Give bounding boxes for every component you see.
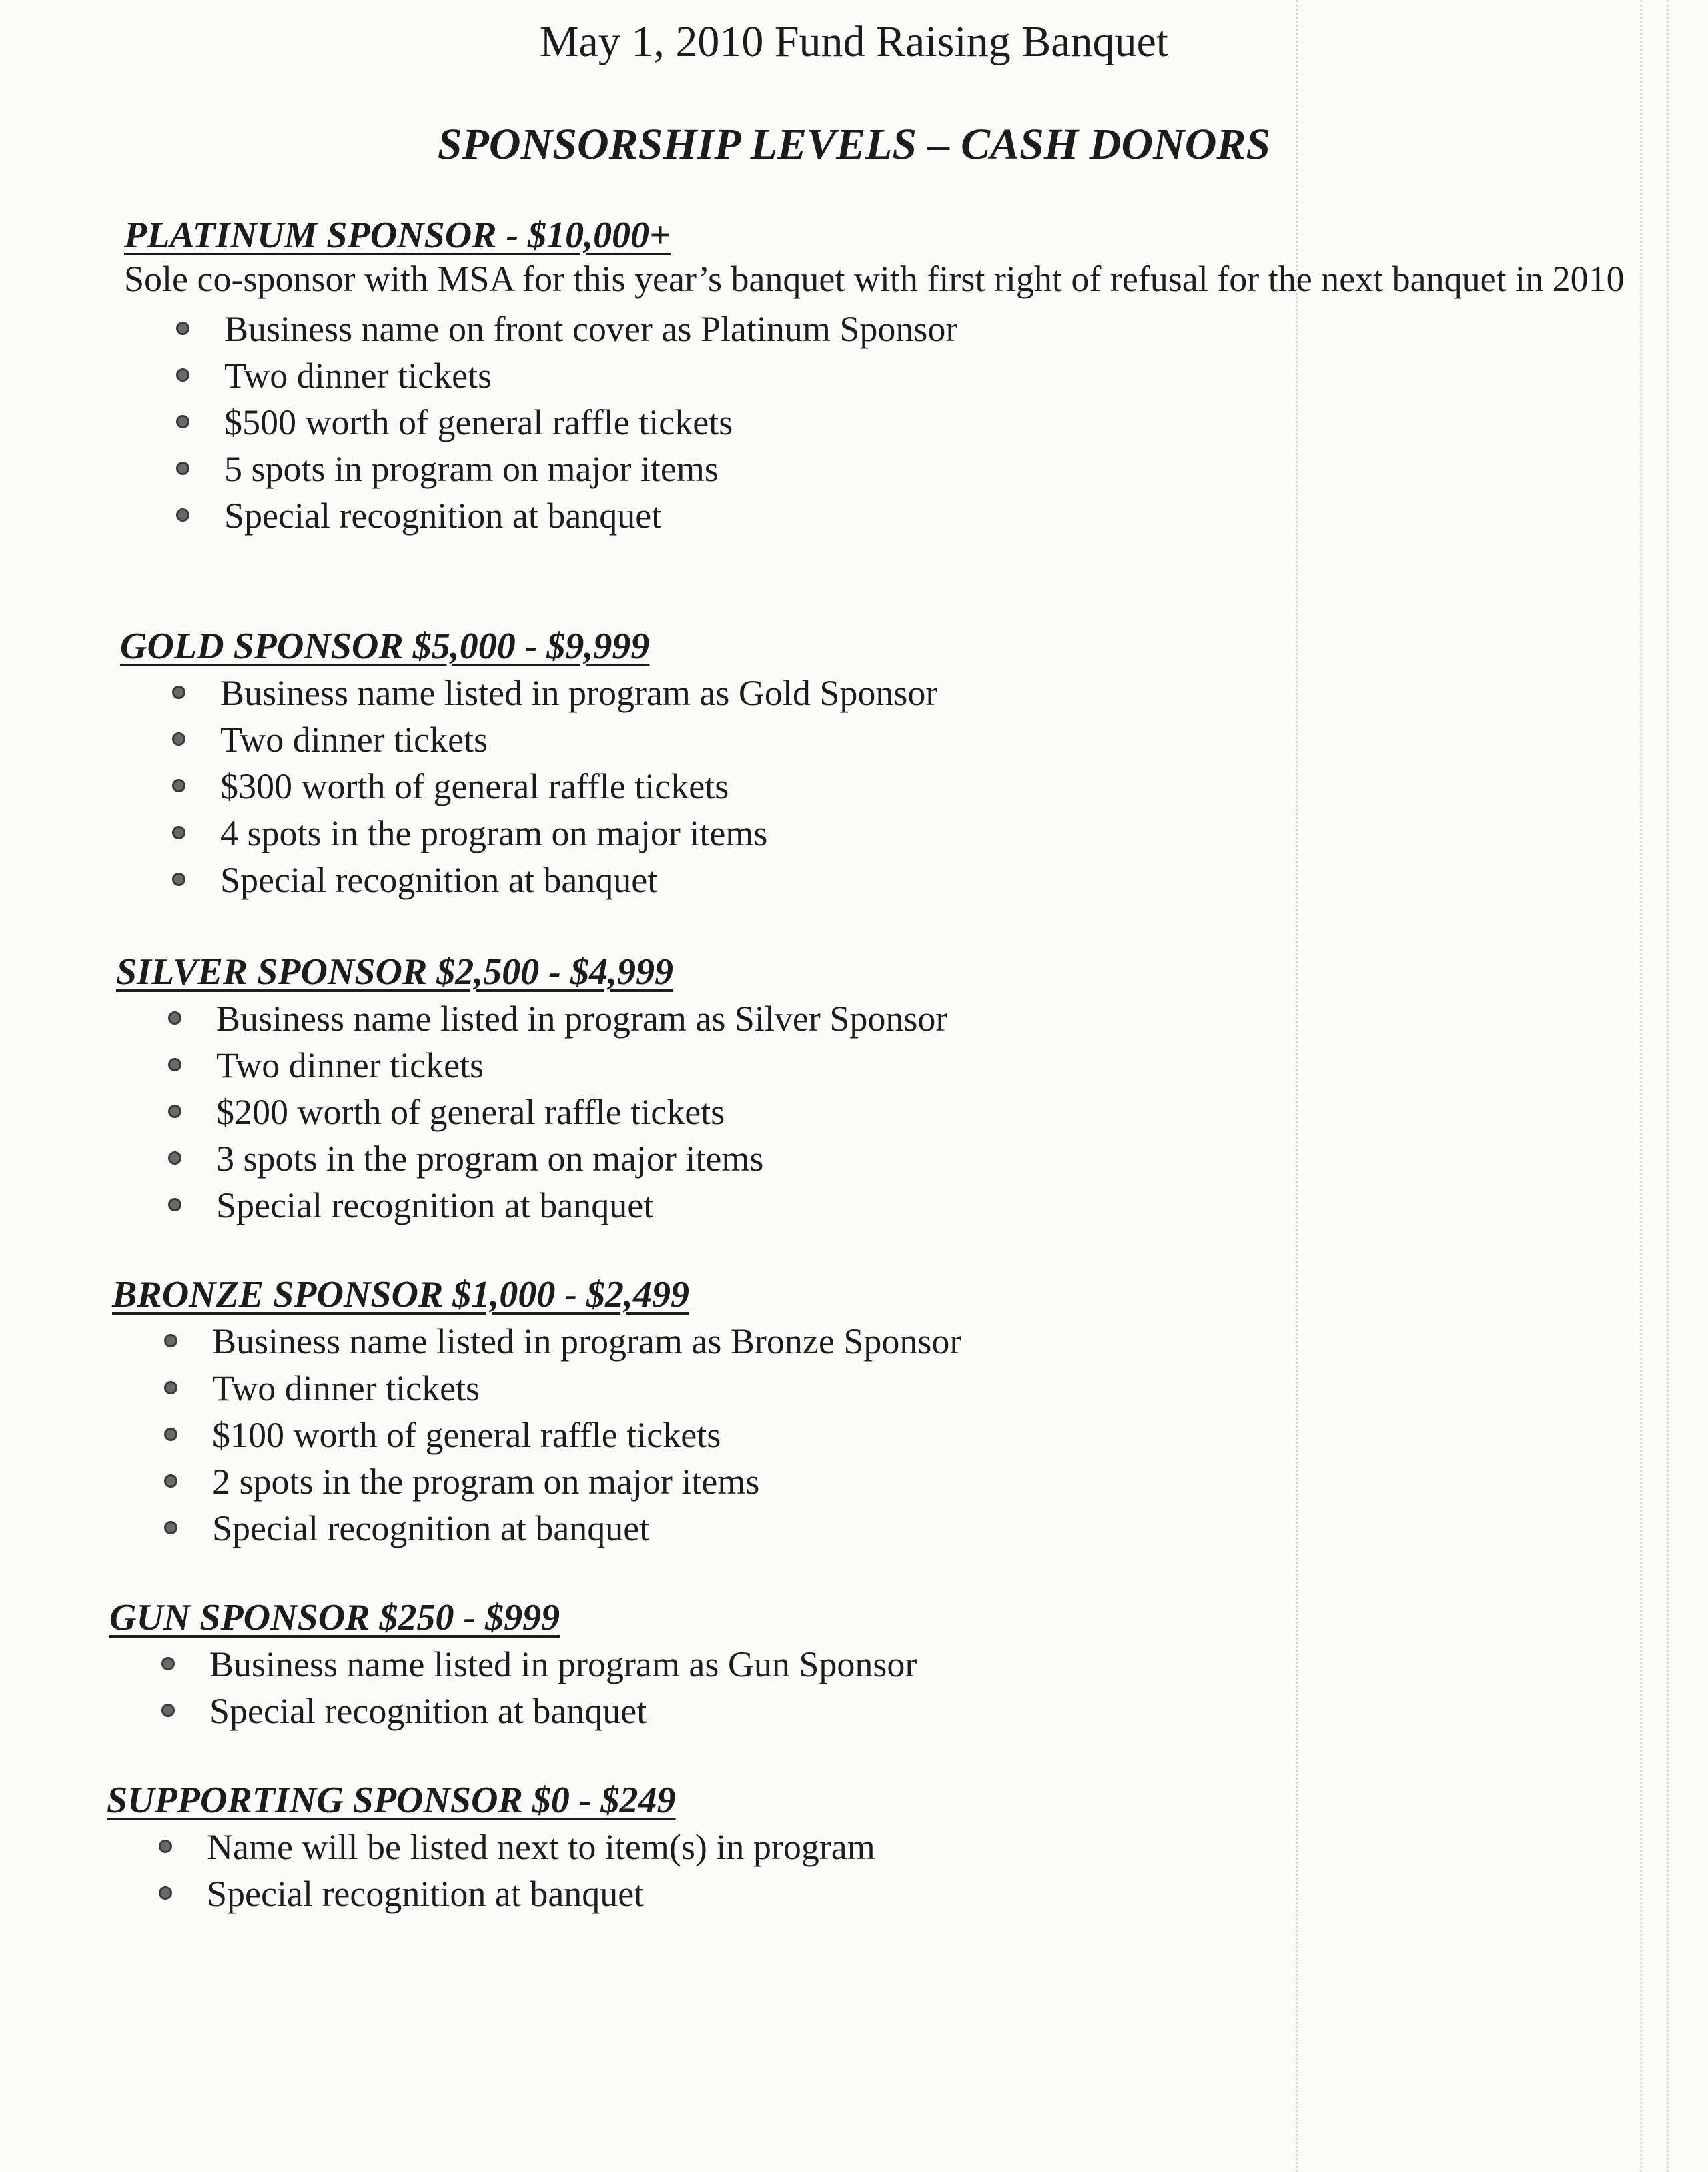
list-item: Special recognition at banquet <box>116 1182 1708 1229</box>
list-item: Special recognition at banquet <box>120 857 1708 903</box>
bullet-icon <box>161 1704 175 1717</box>
benefit-list <box>120 670 1708 903</box>
list-item: Name will be listed next to item(s) in program <box>107 1824 1708 1870</box>
section-heading: SUPPORTING SPONSOR $0 - $249 <box>107 1780 676 1821</box>
section-supporting <box>107 1778 1708 1917</box>
list-item: Two dinner tickets <box>120 716 1708 763</box>
list-item: $100 worth of general raffle tickets <box>112 1412 1708 1458</box>
bullet-icon <box>164 1474 177 1488</box>
bullet-icon <box>172 732 185 746</box>
list-item: Two dinner tickets <box>112 1365 1708 1412</box>
section-heading: PLATINUM SPONSOR - $10,000+ <box>124 215 671 256</box>
section-gun <box>109 1596 1708 1734</box>
bullet-icon <box>164 1381 177 1394</box>
benefit-list <box>107 1824 1708 1917</box>
bullet-icon <box>168 1011 181 1025</box>
section-platinum <box>124 213 1708 539</box>
list-item: Business name listed in program as Gun Sponsor <box>109 1641 1708 1688</box>
list-item: 2 spots in the program on major items <box>112 1458 1708 1505</box>
list-item: Special recognition at banquet <box>112 1505 1708 1552</box>
section-heading: GUN SPONSOR $250 - $999 <box>109 1597 560 1638</box>
list-item: Special recognition at banquet <box>109 1688 1708 1734</box>
bullet-icon <box>172 873 185 886</box>
bullet-icon <box>172 686 185 699</box>
document-title: May 1, 2010 Fund Raising Banquet <box>539 17 1169 66</box>
bullet-icon <box>159 1840 172 1853</box>
benefit-list <box>109 1641 1708 1734</box>
bullet-icon <box>161 1657 175 1670</box>
section-bronze <box>112 1273 1708 1552</box>
bullet-icon <box>176 415 189 428</box>
list-item: $500 worth of general raffle tickets <box>124 399 1708 446</box>
list-item: Business name listed in program as Silver Sponsor <box>116 995 1708 1042</box>
bullet-icon <box>172 826 185 839</box>
bullet-icon <box>159 1886 172 1900</box>
bullet-icon <box>176 508 189 522</box>
bullet-icon <box>168 1198 181 1211</box>
section-gold <box>120 624 1708 903</box>
list-item: $300 worth of general raffle tickets <box>120 763 1708 810</box>
section-heading: BRONZE SPONSOR $1,000 - $2,499 <box>112 1274 689 1315</box>
section-heading: SILVER SPONSOR $2,500 - $4,999 <box>116 951 673 993</box>
list-item: Business name on front cover as Platinum Sponsor <box>124 306 1708 352</box>
list-item: Two dinner tickets <box>124 352 1708 399</box>
section-silver <box>116 950 1708 1229</box>
document-subtitle: SPONSORSHIP LEVELS – CASH DONORS <box>437 120 1271 169</box>
benefit-list <box>112 1318 1708 1552</box>
section-description: Sole co-sponsor with MSA for this year’s banquet with first right of refusal for the next banquet in 2010 <box>124 259 1625 299</box>
list-item: Two dinner tickets <box>116 1042 1708 1089</box>
bullet-icon <box>168 1105 181 1118</box>
list-item: $200 worth of general raffle tickets <box>116 1089 1708 1135</box>
bullet-icon <box>164 1521 177 1534</box>
bullet-icon <box>176 462 189 475</box>
bullet-icon <box>168 1058 181 1071</box>
list-item: 3 spots in the program on major items <box>116 1135 1708 1182</box>
bullet-icon <box>172 779 185 792</box>
bullet-icon <box>164 1428 177 1441</box>
benefit-list <box>124 306 1708 539</box>
list-item: 5 spots in program on major items <box>124 446 1708 492</box>
bullet-icon <box>164 1334 177 1347</box>
bullet-icon <box>176 322 189 335</box>
section-heading: GOLD SPONSOR $5,000 - $9,999 <box>120 626 650 667</box>
list-item: Special recognition at banquet <box>124 492 1708 539</box>
list-item: Business name listed in program as Bronze Sponsor <box>112 1318 1708 1365</box>
bullet-icon <box>168 1151 181 1165</box>
list-item: Special recognition at banquet <box>107 1870 1708 1917</box>
bullet-icon <box>176 368 189 382</box>
list-item: 4 spots in the program on major items <box>120 810 1708 857</box>
benefit-list <box>116 995 1708 1229</box>
list-item: Business name listed in program as Gold Sponsor <box>120 670 1708 716</box>
